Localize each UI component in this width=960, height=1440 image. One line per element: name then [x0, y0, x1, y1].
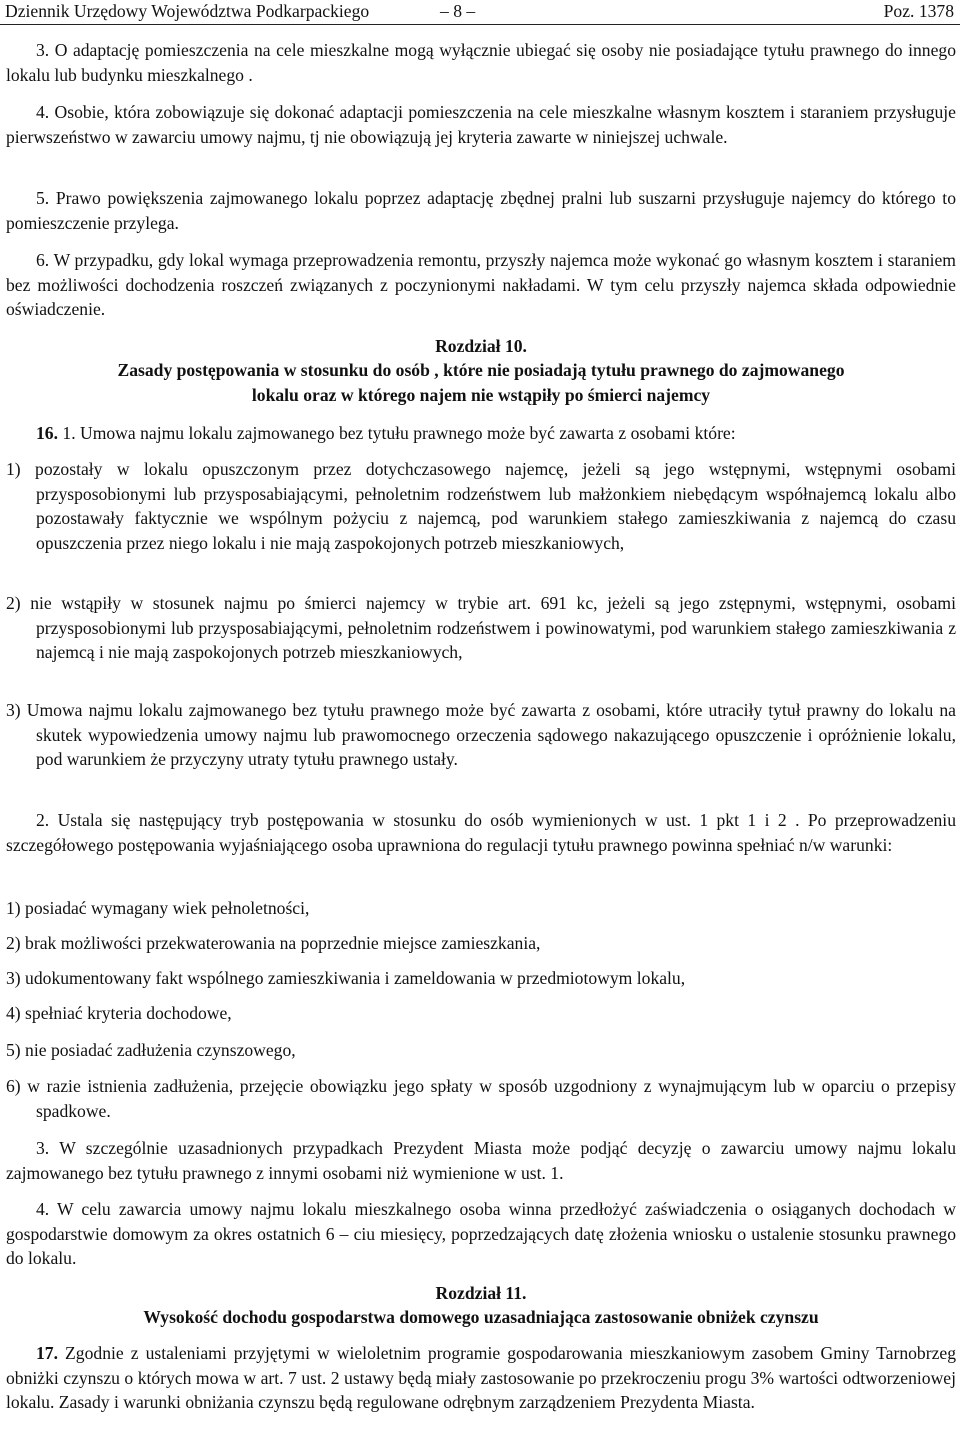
paragraph-3: 3. O adaptację pomieszczenia na cele mieszkalne mogą wyłącznie ubiegać się osoby nie posiadające tytułu prawnego do innego lokalu lub budynku mieszkalnego .: [6, 40, 956, 85]
section-16-paragraph-3: 3. W szczególnie uzasadnionych przypadkach Prezydent Miasta może podjąć decyzję o zawarciu umowy najmu lokalu zajmowanego bez tytułu prawnego z innymi osobami niż wymienione w ust. 1.: [6, 1138, 956, 1183]
paragraph-5: 5. Prawo powiększenia zajmowanego lokalu poprzez adaptację zbędnej pralni lub suszarni przysługuje najemcy do którego to pomieszczenie przylega.: [6, 188, 956, 233]
condition-1: 1) posiadać wymagany wiek pełnoletności,: [6, 898, 310, 918]
section-17-text: Zgodnie z ustaleniami przyjętymi w wieloletnim programie gospodarowania mieszkaniowym zasobem Gminy Tarnobrzeg obniżki czynszu o których mowa w art. 7 ust. 2 ustawy będą miały zastosowanie po przekroczeniu progu 3% wartości odtworzeniowej lokalu. Zasady i warunki obniżania czynszu będą regulowane odrębnym zarządzeniem Prezydenta Miasta.: [6, 1343, 956, 1413]
chapter-10-title-line1: Zasady postępowania w stosunku do osób , które nie posiadają tytułu prawnego do zajmowanego: [117, 360, 845, 380]
chapter-11-title: Wysokość dochodu gospodarstwa domowego uzasadniająca zastosowanie obniżek czynszu: [143, 1307, 819, 1327]
paragraph-6: 6. W przypadku, gdy lokal wymaga przeprowadzenia remontu, przyszły najemca może wykonać go własnym kosztem i staraniem bez możliwości dochodzenia roszczeń związanych z poczynionymi nakładami. W tym celu przyszły najemca składa odpowiednie oświadczenie.: [6, 250, 956, 320]
section-16-paragraph-2: 2. Ustala się następujący tryb postępowania w stosunku do osób wymienionych w ust. 1 pkt 1 i 2 . Po przeprowadzeniu szczegółowego postępowania wyjaśniającego osoba uprawniona do regulacji tytułu prawnego powinna spełniać n/w warunki:: [6, 810, 956, 855]
section-16-item-2: 2) nie wstąpiły w stosunek najmu po śmierci najemcy w trybie art. 691 kc, jeżeli są jego zstępnymi, wstępnymi, osobami przysposobionymi lub przysposabiającymi, pełnoletnim rodzeństwem i powinowatymi, pod warunkiem stałego zamieszkiwania z najemcą i nie mają zaspokojonych potrzeb mieszkaniowych,: [6, 593, 956, 663]
journal-title: Dziennik Urzędowy Województwa Podkarpackiego: [5, 1, 370, 21]
condition-5: 5) nie posiadać zadłużenia czynszowego,: [6, 1040, 296, 1060]
section-17: [6, 1341, 956, 1415]
section-16-paragraph-4: 4. W celu zawarcia umowy najmu lokalu mieszkalnego osoba winna przedłożyć zaświadczenia o osiąganych dochodach w gospodarstwie domowym za okres ostatnich 6 – ciu miesięcy, poprzedzających datę złożenia wniosku o ustalenie stosunku prawnego do lokalu.: [6, 1199, 956, 1269]
condition-6: 6) w razie istnienia zadłużenia, przejęcie obowiązku jego spłaty w sposób uzgodniony z wynajmującym lub w oparciu o przepisy spadkowe.: [6, 1076, 956, 1121]
section-16-number: 16.: [36, 423, 58, 443]
chapter-11-heading: Rozdział 11.: [435, 1283, 527, 1303]
section-17-number: 17.: [36, 1343, 58, 1363]
section-16-item-3: 3) Umowa najmu lokalu zajmowanego bez tytułu prawnego może być zawarta z osobami, które utraciły tytuł prawny do lokalu na skutek wypowiedzenia umowy najmu lub prawomocnego orzeczenia sądowego nakazującego opuszczenie i opróżnienie lokalu, pod warunkiem że przyczyny utraty tytułu prawnego ustały.: [6, 700, 956, 770]
condition-4: 4) spełniać kryteria dochodowe,: [6, 1003, 232, 1023]
section-16-intro: [6, 421, 956, 446]
chapter-10-title-line2: lokalu oraz w którego najem nie wstąpiły po śmierci najemcy: [251, 385, 711, 405]
chapter-10-heading: Rozdział 10.: [435, 336, 527, 356]
condition-3: 3) udokumentowany fakt wspólnego zamieszkiwania i zameldowania w przedmiotowym lokalu,: [6, 968, 686, 988]
page-number: – 8 –: [440, 1, 476, 21]
section-16-intro-text: 1. Umowa najmu lokalu zajmowanego bez tytułu prawnego może być zawarta z osobami które:: [58, 423, 736, 443]
paragraph-4: 4. Osobie, która zobowiązuje się dokonać adaptacji pomieszczenia na cele mieszkalne własnym kosztem i staraniem przysługuje pierwszeństwo w zawarciu umowy najmu, tj nie obowiązują jej kryteria zawarte w niniejszej uchwale.: [6, 102, 956, 147]
position-number: Poz. 1378: [883, 1, 954, 21]
section-16-item-1: 1) pozostały w lokalu opuszczonym przez dotychczasowego najemcę, jeżeli są jego wstępnymi, wstępnymi osobami przysposobionymi lub przysposabiającymi, pełnoletnim rodzeństwem lub małżonkiem niebędącym współnajemcą lokalu albo pozostawały faktycznie we wspólnym pożyciu z najemcą, pod warunkiem stałego zamieszkiwania z najemcą do czasu opuszczenia przez niego lokalu i nie mają zaspokojonych potrzeb mieszkaniowych,: [6, 459, 956, 553]
condition-2: 2) brak możliwości przekwaterowania na poprzednie miejsce zamieszkania,: [6, 933, 541, 953]
header-divider: [0, 24, 960, 25]
